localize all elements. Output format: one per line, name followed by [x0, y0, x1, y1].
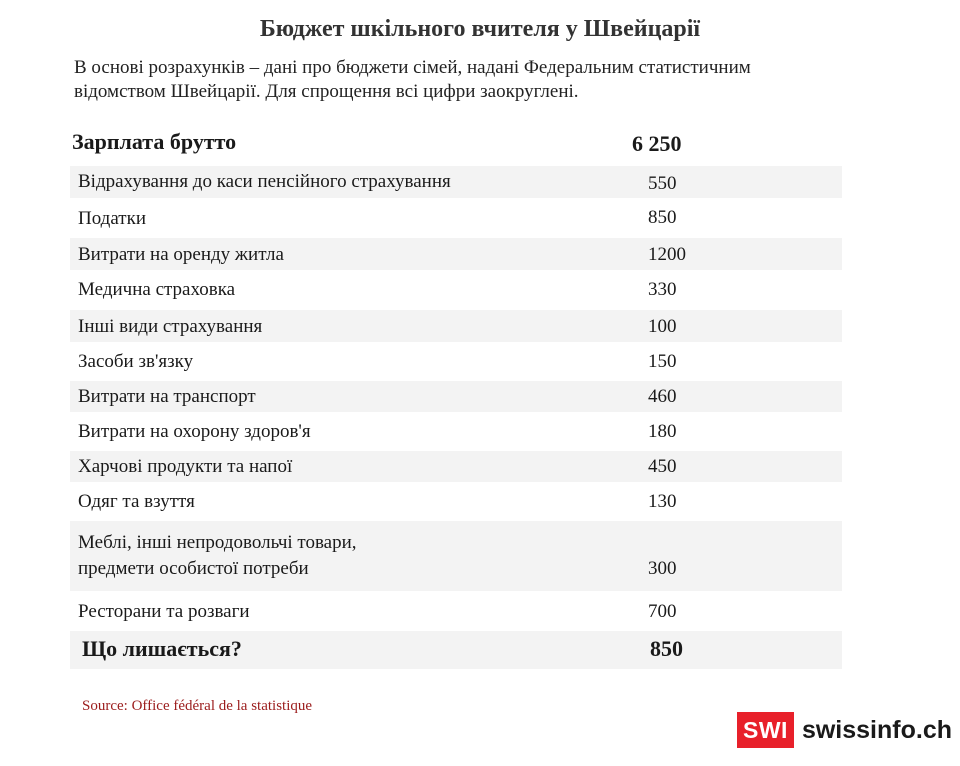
table-row	[70, 310, 842, 346]
remaining-label: Що лишається?	[82, 636, 242, 661]
budget-table	[70, 124, 842, 673]
table-row	[70, 381, 842, 416]
table-row	[70, 202, 842, 238]
gross-salary-label: Зарплата брутто	[72, 129, 237, 154]
row-value: 130	[648, 491, 677, 512]
row-value: 100	[648, 316, 677, 337]
row-label: Витрати на охорону здоров'я	[78, 421, 311, 442]
row-label-line-1: Меблі, інші непродовольчі товари,	[78, 532, 357, 553]
row-label: Засоби зв'язку	[78, 351, 194, 372]
row-value: 180	[648, 421, 677, 442]
row-label: Харчові продукти та напої	[78, 456, 293, 477]
subtitle	[74, 56, 874, 104]
table-row	[70, 274, 842, 310]
table-row	[70, 166, 842, 202]
row-label: Одяг та взуття	[78, 491, 195, 512]
swi-logo-box: SWI	[737, 712, 794, 748]
row-value: 700	[648, 601, 677, 622]
table-row	[70, 521, 842, 595]
row-label: Відрахування до каси пенсійного страхування	[78, 171, 451, 192]
row-value: 850	[648, 207, 677, 228]
swissinfo-logo	[737, 711, 952, 749]
row-label: Інші види страхування	[78, 316, 263, 337]
row-label: Ресторани та розваги	[78, 601, 250, 622]
row-value: 150	[648, 351, 677, 372]
table-row	[70, 486, 842, 521]
row-value: 550	[648, 173, 677, 194]
row-label: Витрати на оренду житла	[78, 244, 284, 265]
row-value: 450	[648, 456, 677, 477]
table-total-row	[70, 631, 842, 673]
subtitle-line-2: відомством Швейцарії. Для спрощення всі цифри заокруглені.	[74, 81, 579, 102]
row-label: Медична страховка	[78, 279, 236, 300]
row-label: Податки	[78, 208, 146, 229]
table-row	[70, 238, 842, 274]
subtitle-line-1: В основі розрахунків – дані про бюджети сімей, надані Федеральним статистичним	[74, 57, 751, 78]
row-label-line-2: предмети особистої потреби	[78, 558, 309, 579]
source-note: Source: Office fédéral de la statistique	[82, 698, 313, 714]
table-row	[70, 451, 842, 486]
swissinfo-logo-text: swissinfo.ch	[801, 716, 952, 744]
table-row	[70, 416, 842, 451]
gross-salary-value: 6 250	[632, 131, 682, 156]
row-value: 1200	[648, 244, 686, 265]
row-value: 460	[648, 386, 677, 407]
remaining-value: 850	[650, 636, 683, 661]
table-header-row	[70, 124, 842, 166]
row-value: 300	[648, 558, 677, 579]
table-row	[70, 346, 842, 381]
page-title: Бюджет шкільного вчителя у Швейцарії	[259, 16, 701, 42]
table-row	[70, 595, 842, 631]
row-label: Витрати на транспорт	[78, 386, 256, 407]
row-value: 330	[648, 279, 677, 300]
